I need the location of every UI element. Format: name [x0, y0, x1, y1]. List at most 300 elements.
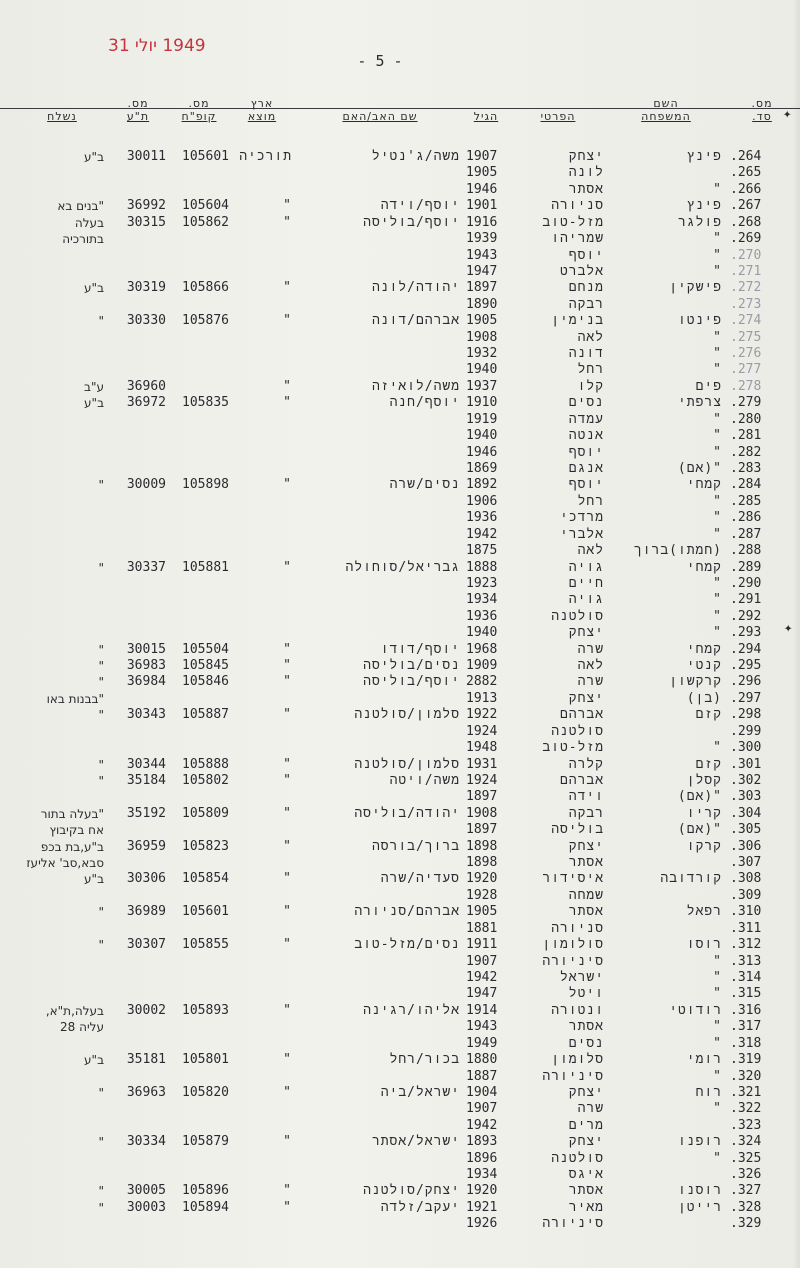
cell-family: ": [713, 362, 722, 378]
cell-note: ב"ע: [84, 396, 104, 411]
cell-given: נסים: [568, 1035, 604, 1051]
cell-family: "(אם): [677, 460, 722, 476]
cell-country: ": [283, 707, 292, 723]
cell-given: סיניורה: [542, 1068, 604, 1084]
cell-family: ": [713, 625, 722, 641]
cell-qupah: 105809: [182, 805, 229, 821]
cell-given: יצחק: [568, 149, 604, 164]
cell-family: ": [713, 740, 722, 756]
table-row: [0, 297, 800, 313]
cell-parents: אליהו/רגינה: [363, 1002, 460, 1018]
cell-serial: .300: [730, 740, 762, 756]
cell-family: פולגר: [677, 214, 722, 230]
table-row: [0, 757, 800, 773]
cell-given: ונטורה: [551, 1002, 604, 1018]
cell-family: ": [713, 953, 722, 969]
cell-qupah: 105894: [182, 1199, 229, 1215]
table-row: [0, 494, 800, 510]
cell-serial: .326: [730, 1167, 762, 1183]
cell-parents: יצחק/סולטנה: [363, 1183, 460, 1199]
cell-note: ": [98, 1200, 104, 1215]
cell-given: רחל: [577, 493, 604, 509]
cell-given: לאה: [577, 543, 604, 559]
cell-parents: ישראל/ביה: [380, 1084, 460, 1100]
header-country-line: מוצא: [247, 110, 277, 123]
cell-given: לאה: [577, 329, 604, 345]
cell-year: 1948: [466, 740, 498, 756]
cell-given: אלברט: [559, 263, 604, 279]
cell-given: אברהם: [559, 707, 604, 723]
header-country-line: ארץ: [250, 97, 274, 110]
cell-given: חיים: [568, 575, 604, 591]
cell-serial: .276: [730, 346, 762, 362]
cell-family: ": [713, 444, 722, 460]
cell-country: ": [283, 280, 292, 296]
cell-tz: 30002: [126, 1002, 166, 1018]
cell-given: סולטנה: [551, 608, 604, 624]
cell-year: 1908: [466, 805, 498, 821]
cell-family: רוסו: [686, 937, 722, 953]
cell-family: ": [713, 575, 722, 591]
cell-serial: .309: [730, 887, 762, 903]
table-row: [0, 642, 800, 658]
cell-serial: .328: [730, 1199, 762, 1215]
cell-year: 1897: [466, 789, 498, 805]
cell-year: 1922: [466, 707, 498, 723]
table-row: [0, 724, 800, 740]
header-parents: [300, 97, 460, 123]
cell-given: סולומון: [542, 937, 604, 953]
header-tz: [110, 97, 166, 123]
cell-note: "בעלה בתור: [40, 806, 104, 821]
cell-family: קמחי: [686, 641, 722, 657]
cell-qupah: 105604: [182, 198, 229, 214]
cell-serial: .324: [730, 1134, 762, 1150]
cell-qupah: 105835: [182, 395, 229, 411]
cell-family: ": [713, 970, 722, 985]
cell-year: 1893: [466, 1134, 498, 1150]
cell-family: ": [713, 1068, 722, 1084]
table-row: [0, 806, 800, 822]
cell-tz: 36959: [126, 838, 166, 854]
cell-year: 1869: [466, 460, 498, 476]
cell-given: עמדה: [568, 411, 604, 427]
cell-serial: .290: [730, 575, 762, 591]
cell-note: ": [98, 560, 104, 575]
cell-family: ": [713, 329, 722, 345]
table-row: [0, 1183, 800, 1199]
cell-tz: 30307: [126, 937, 166, 953]
cell-tz: 36992: [126, 198, 166, 214]
cell-note: ": [98, 773, 104, 788]
cell-serial: .301: [730, 756, 762, 772]
cell-parents: סלמון/סולטנה: [354, 756, 460, 772]
cell-given: יצחק: [568, 625, 604, 641]
cell-parents: בכור/רחל: [389, 1052, 460, 1068]
cell-given: מזל-טוב: [542, 214, 604, 230]
cell-year: 1934: [466, 592, 498, 608]
table-row: [0, 658, 800, 674]
header-serial-line: סד.: [752, 110, 772, 123]
table-row: [0, 937, 800, 953]
cell-serial: .322: [730, 1101, 762, 1117]
cell-year: 1875: [466, 543, 498, 559]
cell-given: שרה: [577, 674, 604, 690]
cell-family: קזם: [695, 707, 722, 723]
cell-serial: .278: [730, 378, 762, 394]
cell-family: ": [713, 346, 722, 362]
cell-given: יצחק: [568, 690, 604, 706]
cell-serial: .273: [730, 296, 762, 312]
table-row: [0, 560, 800, 576]
cell-qupah: 105898: [182, 477, 229, 493]
cell-note: ב"ע: [84, 150, 104, 164]
table-row: [0, 592, 800, 608]
cell-given: אברהם: [559, 772, 604, 788]
header-serial-line: מס.: [751, 97, 773, 110]
cell-year: 1908: [466, 329, 498, 345]
cell-family: "(אם): [677, 822, 722, 838]
cell-given: קלרה: [568, 756, 604, 772]
cell-family: (חמתו)ברוך: [633, 543, 722, 559]
header-qupah-line: מס.: [188, 97, 210, 110]
cell-country: ": [283, 838, 292, 854]
cell-qupah: 105896: [182, 1183, 229, 1199]
table-row: [0, 1069, 800, 1085]
cell-given: איסידור: [542, 871, 604, 887]
cell-given: אסתר: [568, 855, 604, 871]
cell-family: ": [713, 263, 722, 279]
cell-year: 1898: [466, 855, 498, 871]
cell-serial: .280: [730, 411, 762, 427]
cell-year: 1909: [466, 658, 498, 674]
cell-tz: 30009: [126, 477, 166, 493]
cell-year: 1949: [466, 1035, 498, 1051]
cell-given: אסתר: [568, 181, 604, 197]
cell-year: 1905: [466, 904, 498, 920]
cell-given: דונה: [568, 346, 604, 362]
cell-given: שמריהו: [551, 231, 604, 247]
cell-year: 1897: [466, 822, 498, 838]
cell-note: סבא,סב' אליעז: [26, 856, 104, 871]
cell-family: רודוטי: [669, 1002, 722, 1018]
cell-given: אסתר: [568, 904, 604, 920]
table-row: [0, 1052, 800, 1068]
cell-serial: .320: [730, 1068, 762, 1084]
cell-country: ": [283, 1199, 292, 1215]
table-row: [0, 740, 800, 756]
cell-serial: .289: [730, 559, 762, 575]
cell-family: (בן): [686, 690, 722, 706]
cell-given: נסים: [568, 395, 604, 411]
cell-country: ": [283, 658, 292, 674]
page-number: - 5 -: [357, 52, 403, 70]
header-given-line: [512, 97, 604, 110]
cell-family: ": [713, 592, 722, 608]
table-row: [0, 904, 800, 920]
cell-year: 1907: [466, 1101, 498, 1117]
cell-family: ": [713, 1101, 722, 1117]
cell-tz: 36972: [126, 395, 166, 411]
header-qupah-line: קופ"ח: [181, 110, 217, 123]
table-row: [0, 264, 800, 280]
cell-serial: .313: [730, 953, 762, 969]
cell-family: צרפתי: [677, 395, 722, 411]
cell-country: ": [283, 1084, 292, 1100]
cell-family: קנטי: [686, 658, 722, 674]
header-year-line: הגיל: [473, 110, 499, 123]
table-row: [0, 986, 800, 1002]
cell-family: ": [713, 493, 722, 509]
cell-tz: 35181: [126, 1052, 166, 1068]
header-year: [462, 97, 510, 123]
cell-serial: .306: [730, 838, 762, 854]
cell-note: ": [98, 938, 104, 953]
cell-serial: .304: [730, 805, 762, 821]
cell-given: שמחה: [568, 887, 604, 903]
cell-family: ": [713, 510, 722, 526]
cell-qupah: 105854: [182, 871, 229, 887]
cell-family: ": [713, 1150, 722, 1166]
cell-year: 1968: [466, 641, 498, 657]
cell-serial: .315: [730, 986, 762, 1002]
cell-serial: .274: [730, 313, 762, 329]
header-qupah: [169, 97, 229, 123]
cell-year: 1907: [466, 953, 498, 969]
cell-note: ": [98, 1085, 104, 1100]
cell-country: ": [283, 378, 292, 394]
cell-year: 1920: [466, 1183, 498, 1199]
cell-year: 1928: [466, 887, 498, 903]
cell-given: סולטנה: [551, 1150, 604, 1166]
cell-parents: יוסף/וידה: [380, 198, 460, 214]
cell-given: גויה: [568, 559, 604, 575]
margin-mark: ✦: [784, 620, 793, 636]
table-row: [0, 691, 800, 707]
cell-given: מזל-טוב: [542, 740, 604, 756]
cell-serial: .269: [730, 231, 762, 247]
cell-year: 1881: [466, 920, 498, 936]
cell-serial: .298: [730, 707, 762, 723]
cell-given: יוסף: [568, 477, 604, 493]
header-given-line: הפרטי: [540, 110, 576, 123]
cell-given: אסתר: [568, 1019, 604, 1035]
cell-qupah: 105845: [182, 658, 229, 674]
cell-note: ": [98, 659, 104, 674]
table-row: [0, 510, 800, 526]
cell-parents: ישראל/אסתר: [371, 1134, 460, 1150]
cell-parents: גבריאל/סוחולה: [345, 559, 460, 575]
cell-serial: .316: [730, 1002, 762, 1018]
cell-serial: .294: [730, 641, 762, 657]
cell-country: ": [283, 937, 292, 953]
table-row: [0, 165, 800, 181]
header-tz-line: מס.: [127, 97, 149, 110]
table-row: [0, 789, 800, 805]
cell-family: פינטו: [677, 313, 722, 329]
cell-parents: יעקב/זלדה: [380, 1199, 460, 1215]
table-row: [0, 362, 800, 378]
cell-note: ": [98, 1184, 104, 1199]
cell-note: ב"ע,בת בכפ: [40, 839, 104, 854]
cell-year: 1942: [466, 526, 498, 542]
header-country: [232, 97, 292, 123]
cell-year: 1942: [466, 970, 498, 985]
cell-serial: .310: [730, 904, 762, 920]
table-row: [0, 1151, 800, 1167]
cell-note: ": [98, 642, 104, 657]
cell-given: יצחק: [568, 1134, 604, 1150]
cell-year: 1919: [466, 411, 498, 427]
cell-given: רבקה: [568, 296, 604, 312]
cell-year: 1920: [466, 871, 498, 887]
cell-parents: סלמון/סולטנה: [354, 707, 460, 723]
cell-note: ב"ע: [84, 872, 104, 887]
cell-parents: ברוך/בורסה: [371, 838, 460, 854]
cell-year: 1906: [466, 493, 498, 509]
table-row: [0, 839, 800, 855]
cell-qupah: 105823: [182, 838, 229, 854]
cell-given: סניורה: [551, 198, 604, 214]
cell-tz: 30334: [126, 1134, 166, 1150]
table-row: [0, 970, 800, 986]
cell-family: רומי: [686, 1052, 722, 1068]
header-note: [20, 97, 104, 123]
cell-note: בתורכיה: [62, 232, 104, 247]
cell-serial: .307: [730, 855, 762, 871]
cell-year: 1905: [466, 313, 498, 329]
cell-given: יצחק: [568, 1084, 604, 1100]
cell-year: 1939: [466, 231, 498, 247]
cell-note: ב"ע: [84, 1053, 104, 1068]
table-row: [0, 1036, 800, 1052]
header-family: [610, 97, 722, 123]
header-year-line: [462, 97, 510, 110]
table-row: [0, 248, 800, 264]
cell-parents: יהודה/בוליסה: [354, 805, 460, 821]
cell-year: 1911: [466, 937, 498, 953]
cell-serial: .272: [730, 280, 762, 296]
cell-year: 1907: [466, 149, 498, 164]
cell-serial: .308: [730, 871, 762, 887]
table-row: [0, 313, 800, 329]
cell-year: 1924: [466, 772, 498, 788]
cell-qupah: 105881: [182, 559, 229, 575]
cell-given: לאה: [577, 658, 604, 674]
cell-serial: .305: [730, 822, 762, 838]
cell-given: גויה: [568, 592, 604, 608]
cell-given: מרים: [568, 1117, 604, 1133]
cell-given: סלומון: [551, 1052, 604, 1068]
cell-year: 1940: [466, 362, 498, 378]
cell-given: ויטל: [568, 986, 604, 1002]
cell-serial: .270: [730, 247, 762, 263]
table-row: [0, 625, 800, 641]
cell-serial: .283: [730, 460, 762, 476]
cell-family: "(אם): [677, 789, 722, 805]
cell-note: ע"ב: [84, 379, 104, 394]
cell-year: 1887: [466, 1068, 498, 1084]
header-note-line: [20, 97, 104, 110]
cell-given: סולטנה: [551, 723, 604, 739]
cell-family: רופנו: [677, 1134, 722, 1150]
cell-given: שרה: [577, 1101, 604, 1117]
cell-note: ": [98, 478, 104, 493]
table-row: [0, 576, 800, 592]
cell-year: 1947: [466, 263, 498, 279]
cell-serial: .279: [730, 395, 762, 411]
cell-given: ישראל: [559, 970, 604, 985]
table-row: [0, 198, 800, 214]
cell-country: ": [283, 1134, 292, 1150]
cell-qupah: 105887: [182, 707, 229, 723]
cell-year: 2882: [466, 674, 498, 690]
cell-family: קריו: [686, 805, 722, 821]
cell-qupah: 105601: [182, 904, 229, 920]
cell-family: רפאל: [686, 904, 722, 920]
cell-qupah: 105820: [182, 1084, 229, 1100]
cell-family: פישקין: [669, 280, 722, 296]
cell-year: 1937: [466, 378, 498, 394]
cell-serial: .292: [730, 608, 762, 624]
cell-given: אלברי: [559, 526, 604, 542]
cell-qupah: 105846: [182, 674, 229, 690]
cell-given: סניורה: [551, 920, 604, 936]
cell-tz: 36983: [126, 658, 166, 674]
cell-serial: .312: [730, 937, 762, 953]
table-row: [0, 773, 800, 789]
cell-note: ": [98, 708, 104, 723]
cell-parents: אברהם/דונה: [371, 313, 460, 329]
cell-country: ": [283, 871, 292, 887]
cell-year: 1934: [466, 1167, 498, 1183]
cell-given: בנימין: [551, 313, 604, 329]
cell-tz: 35184: [126, 772, 166, 788]
cell-serial: .291: [730, 592, 762, 608]
cell-country: ": [283, 395, 292, 411]
cell-family: פינץ: [686, 198, 722, 214]
cell-serial: .295: [730, 658, 762, 674]
margin-mark: ✦: [783, 106, 792, 122]
table-row: [0, 231, 800, 247]
table-row: [0, 412, 800, 428]
cell-note: אח בקיבוץ: [49, 823, 104, 838]
cell-qupah: 105504: [182, 641, 229, 657]
cell-serial: .287: [730, 526, 762, 542]
cell-serial: .277: [730, 362, 762, 378]
header-family-line: המשפחה: [641, 110, 691, 123]
cell-year: 1904: [466, 1084, 498, 1100]
cell-year: 1946: [466, 181, 498, 197]
cell-qupah: 105601: [182, 149, 229, 164]
cell-year: 1901: [466, 198, 498, 214]
header-parents-line: שם האב/האם: [342, 110, 418, 123]
cell-parents: נסים/מזל-טוב: [354, 937, 460, 953]
cell-given: איגס: [568, 1167, 604, 1183]
cell-parents: יוסף/דודו: [380, 641, 460, 657]
cell-year: 1926: [466, 1216, 498, 1232]
cell-given: יצחק: [568, 838, 604, 854]
cell-serial: .311: [730, 920, 762, 936]
table-row: [0, 1003, 800, 1019]
cell-note: ב"ע: [84, 281, 104, 296]
cell-year: 1910: [466, 395, 498, 411]
cell-parents: נסים/שרה: [389, 477, 460, 493]
cell-serial: .318: [730, 1035, 762, 1051]
cell-country: ": [283, 1052, 292, 1068]
cell-serial: .321: [730, 1084, 762, 1100]
table-row: [0, 1019, 800, 1035]
